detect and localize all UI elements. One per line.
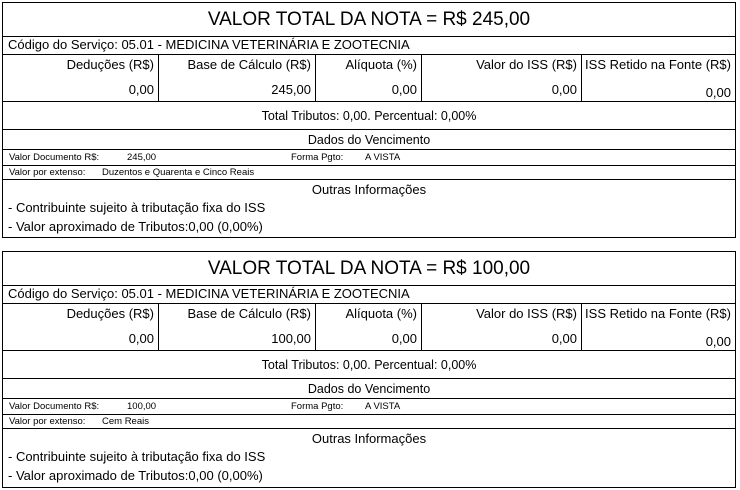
valor-iss-value: 0,00 <box>551 331 577 346</box>
outras-informacoes-title: Outras Informações <box>311 182 427 197</box>
aliquota-value: 0,00 <box>391 82 417 97</box>
valor-documento-label: Valor Documento R$: <box>9 401 100 412</box>
dados-vencimento-title: Dados do Vencimento <box>307 382 431 396</box>
valor-total-title: VALOR TOTAL DA NOTA = R$ 100,00 <box>207 258 531 279</box>
valores-table <box>3 55 735 101</box>
info-line-1: - Contribuinte sujeito à tributação fixa do ISS <box>8 449 266 464</box>
iss-retido-label: ISS Retido na Fonte (R$) <box>585 306 731 321</box>
forma-pgto-value: A VISTA <box>365 401 401 412</box>
total-tributos: Total Tributos: 0,00. Percentual: 0,00% <box>261 358 477 372</box>
info-line-1: - Contribuinte sujeito à tributação fixa do ISS <box>8 200 266 215</box>
deducoes-label: Deduções (R$) <box>66 57 154 72</box>
forma-pgto-label: Forma Pgto: <box>291 401 344 412</box>
valor-iss-value: 0,00 <box>551 82 577 97</box>
valor-documento-value: 100,00 <box>127 401 157 412</box>
outras-informacoes-title: Outras Informações <box>311 431 427 446</box>
iss-retido-cell <box>581 304 735 350</box>
forma-pgto-value: A VISTA <box>365 152 401 163</box>
base-calculo-label: Base de Cálculo (R$) <box>187 306 311 321</box>
codigo-servico: Código do Serviço: 05.01 - MEDICINA VETERINÁRIA E ZOOTECNIA <box>8 37 410 52</box>
deducoes-cell <box>3 304 158 350</box>
base-calculo-cell <box>158 304 315 350</box>
valor-documento-value: 245,00 <box>127 152 157 163</box>
valor-documento-label: Valor Documento R$: <box>9 152 100 163</box>
deducoes-label: Deduções (R$) <box>66 306 154 321</box>
aliquota-cell <box>315 304 421 350</box>
valor-extenso-value: Duzentos e Quarenta e Cinco Reais <box>102 167 255 178</box>
valor-extenso-label: Valor por extenso: <box>9 416 86 427</box>
valores-table <box>3 304 735 350</box>
forma-pgto-label: Forma Pgto: <box>291 152 344 163</box>
valor-iss-cell <box>421 55 581 101</box>
deducoes-cell <box>3 55 158 101</box>
aliquota-cell <box>315 55 421 101</box>
valor-extenso-value: Cem Reais <box>102 416 149 427</box>
total-tributos: Total Tributos: 0,00. Percentual: 0,00% <box>261 109 477 123</box>
valor-iss-label: Valor do ISS (R$) <box>476 306 577 321</box>
valor-total-title: VALOR TOTAL DA NOTA = R$ 245,00 <box>207 9 531 30</box>
info-line-2: - Valor aproximado de Tributos:0,00 (0,00%) <box>8 219 263 234</box>
deducoes-value: 0,00 <box>128 82 154 97</box>
valor-iss-cell <box>421 304 581 350</box>
iss-retido-value: 0,00 <box>705 85 731 100</box>
codigo-servico: Código do Serviço: 05.01 - MEDICINA VETERINÁRIA E ZOOTECNIA <box>8 286 410 301</box>
iss-retido-cell <box>581 55 735 101</box>
nota-block-1 <box>2 2 736 238</box>
deducoes-value: 0,00 <box>128 331 154 346</box>
aliquota-label: Alíquota (%) <box>345 57 417 72</box>
valor-iss-label: Valor do ISS (R$) <box>476 57 577 72</box>
base-calculo-cell <box>158 55 315 101</box>
aliquota-label: Alíquota (%) <box>345 306 417 321</box>
iss-retido-label: ISS Retido na Fonte (R$) <box>585 57 731 72</box>
info-line-2: - Valor aproximado de Tributos:0,00 (0,00%) <box>8 468 263 483</box>
nota-block-2 <box>2 251 736 488</box>
aliquota-value: 0,00 <box>391 331 417 346</box>
base-calculo-value: 100,00 <box>271 331 311 346</box>
base-calculo-label: Base de Cálculo (R$) <box>187 57 311 72</box>
base-calculo-value: 245,00 <box>271 82 311 97</box>
valor-extenso-label: Valor por extenso: <box>9 167 86 178</box>
dados-vencimento-title: Dados do Vencimento <box>307 133 431 147</box>
iss-retido-value: 0,00 <box>705 334 731 349</box>
